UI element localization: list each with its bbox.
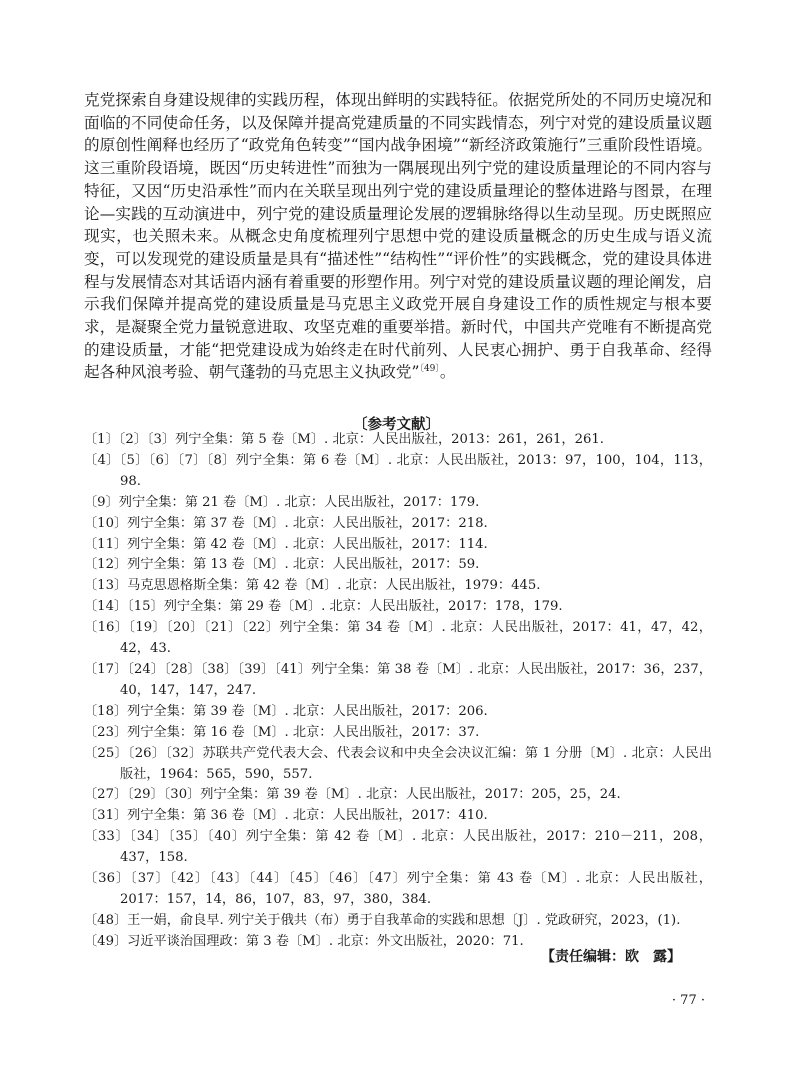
reference-item: 〔49〕习近平谈治国理政：第 3 卷〔M〕. 北京：外文出版社，2020：71. bbox=[84, 933, 524, 949]
paragraph-end: 。 bbox=[439, 363, 456, 382]
reference-item: 〔36〕〔37〕〔42〕〔43〕〔44〕〔45〕〔46〕〔47〕列宁全集：第 43 卷〔M〕. 北京：人民出版社，2017：157，14，86，107，83，97，380，384. bbox=[84, 871, 712, 907]
reference-item: 〔12〕列宁全集：第 13 卷〔M〕. 北京：人民出版社，2017：59. bbox=[84, 557, 480, 573]
reference-item: 〔27〕〔29〕〔30〕列宁全集：第 39 卷〔M〕. 北京：人民出版社，2017：205，25，24. bbox=[84, 787, 621, 803]
reference-item: 〔23〕列宁全集：第 16 卷〔M〕. 北京：人民出版社，2017：37. bbox=[84, 724, 480, 740]
reference-item: 〔13〕马克思恩格斯全集：第 42 卷〔M〕. 北京：人民出版社，1979：445. bbox=[84, 578, 541, 594]
reference-item: 〔25〕〔26〕〔32〕苏联共产党代表大会、代表会议和中央全会决议汇编：第 1 分册〔M〕. 北京：人民出版社，1964：565，590，557. bbox=[84, 745, 712, 782]
reference-item: 〔11〕列宁全集：第 42 卷〔M〕. 北京：人民出版社，2017：114. bbox=[84, 536, 488, 552]
reference-item: 〔17〕〔24〕〔28〕〔38〕〔39〕〔41〕列宁全集：第 38 卷〔M〕. 北京：人民出版社，2017：36，237，40，147，147，247. bbox=[84, 661, 712, 698]
responsible-editor: 【责任编辑：欧 露】 bbox=[541, 949, 681, 965]
reference-item: 〔10〕列宁全集：第 37 卷〔M〕. 北京：人民出版社，2017：218. bbox=[84, 515, 488, 531]
reference-item: 〔14〕〔15〕列宁全集：第 29 卷〔M〕. 北京：人民出版社，2017：178，179. bbox=[84, 599, 563, 615]
reference-item: 〔33〕〔34〕〔35〕〔40〕列宁全集：第 42 卷〔M〕. 北京：人民出版社，2017：210－211，208，437，158. bbox=[84, 829, 712, 866]
paragraph-text: 克党探索自身建设规律的实践历程，体现出鲜明的实践特征。依据党所处的不同历史境况和面临的不同使命任务，以及保障并提高党建质量的不同实践情态，列宁对党的建设质量议题的原创性阐释也经历了“政党角色转变”“国内战争困境”“新经济政策施行”三重阶段性语境。这三重阶段语境，既因“历史转进性”而独为一隅展现出列宁党的建设质量理论的不同内容与特征，又因“历史沿承性”而内在关联呈现出列宁党的建设质量理论的整体进路与图景，在理论—实践的互动演进中，列宁党的建设质量理论发展的逻辑脉络得以生动呈现。历史既照应现实，也关照未来。从概念史角度梳理列宁思想中党的建设质量概念的历史生成与语义流变，可以发现党的建设质量是具有“描述性”“结构性”“评价性”的实践概念，党的建设具体进程与发展情态对其话语内涵有着重要的形塑作用。列宁对党的建设质量议题的理论阐发，启示我们保障并提高党的建设质量是马克思主义政党开展自身建设工作的质性规定与根本要求，是凝聚全党力量锐意进取、攻坚克难的重要举措。新时代，中国共产党唯有不断提高党的建设质量，才能“把党建设成为始终走在时代前列、人民衷心拥护、勇于自我革命、经得起各种风浪考验、朝气蓬勃的马克思主义执政党” bbox=[84, 91, 712, 382]
reference-item: 〔16〕〔19〕〔20〕〔21〕〔22〕列宁全集：第 34 卷〔M〕. 北京：人民出版社，2017：41，47，42，42，43. bbox=[84, 620, 712, 657]
citation-mark: 〔49〕 bbox=[419, 364, 440, 375]
page-number: · 77 · bbox=[671, 993, 705, 1008]
references-list bbox=[84, 430, 712, 953]
reference-item: 〔4〕〔5〕〔6〕〔7〕〔8〕列宁全集：第 6 卷〔M〕. 北京：人民出版社，2013：97，100，104，113，98. bbox=[84, 452, 712, 489]
reference-item: 〔48〕王一娟，俞良早. 列宁关于俄共（布）勇于自我革命的实践和思想〔J〕. 党政研究，2023，(1). bbox=[84, 912, 681, 928]
references-title: 〔参考文献〕 bbox=[353, 417, 440, 433]
body-paragraph bbox=[84, 89, 712, 384]
reference-item: 〔9〕列宁全集：第 21 卷〔M〕. 北京：人民出版社，2017：179. bbox=[84, 494, 480, 510]
reference-item: 〔31〕列宁全集：第 36 卷〔M〕. 北京：人民出版社，2017：410. bbox=[84, 808, 488, 824]
reference-item: 〔1〕〔2〕〔3〕列宁全集：第 5 卷〔M〕. 北京：人民出版社，2013：261，261，261. bbox=[84, 432, 604, 447]
reference-item: 〔18〕列宁全集：第 39 卷〔M〕. 北京：人民出版社，2017：206. bbox=[84, 703, 488, 719]
